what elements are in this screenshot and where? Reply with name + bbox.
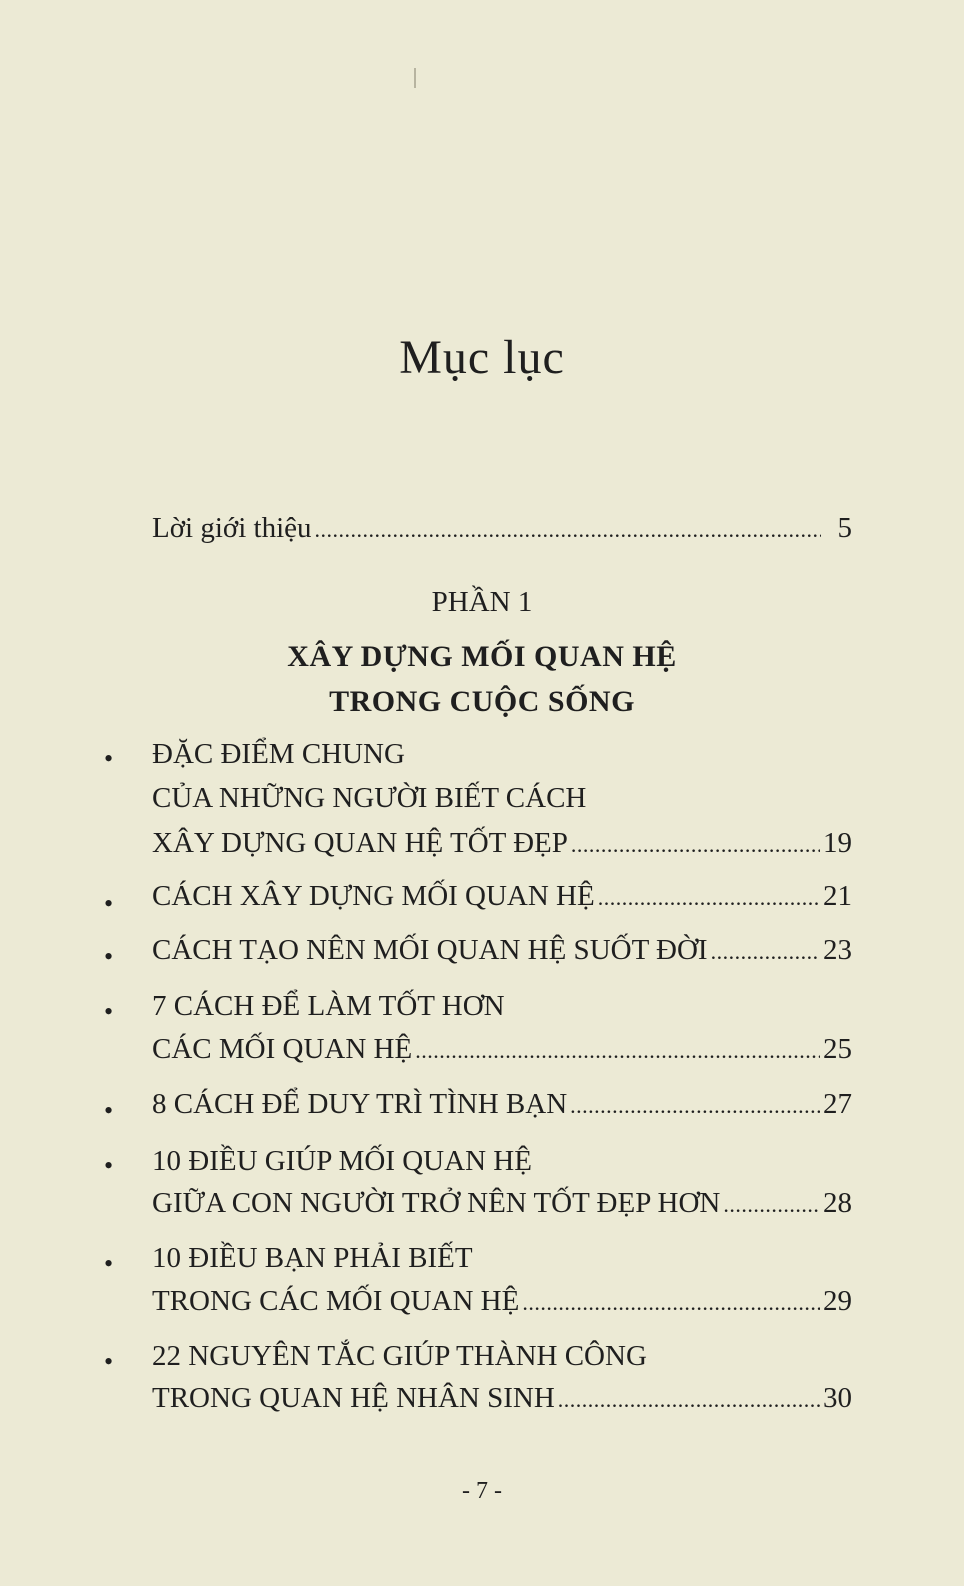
toc-intro-label: Lời giới thiệu [152,512,312,544]
leader-dots [723,1189,820,1218]
leader-dots [558,1384,820,1413]
toc-intro-page: 5 [837,512,852,544]
part-title-line1: XÂY DỰNG MỐI QUAN HỆ [287,640,677,673]
toc-entry-1-line3: XÂY DỰNG QUAN HỆ TỐT ĐẸP [152,827,568,859]
toc-entry-8-line2: TRONG QUAN HỆ NHÂN SINH [152,1382,555,1414]
leader-dots [315,514,821,543]
bullet-icon: • [104,1151,114,1180]
toc-entry-3-line1: CÁCH TẠO NÊN MỐI QUAN HỆ SUỐT ĐỜI [152,934,708,966]
toc-entry-1-line1: ĐẶC ĐIỂM CHUNG [152,738,405,770]
toc-entry-8-line1: 22 NGUYÊN TẮC GIÚP THÀNH CÔNG [152,1340,647,1372]
toc-entry-3-row [152,936,852,965]
toc-entry-8-row [152,1384,852,1413]
toc-entry-5-page: 27 [823,1088,852,1120]
bullet-icon: • [104,744,114,773]
leader-dots [415,1035,820,1064]
toc-entry-8-page: 30 [823,1382,852,1414]
toc-entry-3-page: 23 [823,934,852,966]
toc-entry-5-row [152,1090,852,1119]
toc-entry-2-page: 21 [823,880,852,912]
toc-intro-row [152,514,852,543]
bullet-icon: • [104,997,114,1026]
toc-entry-6-page: 28 [823,1187,852,1219]
leader-dots [522,1287,820,1316]
part-title-line2: TRONG CUỘC SỐNG [329,685,635,718]
leader-dots [598,882,820,911]
toc-entry-2-line1: CÁCH XÂY DỰNG MỐI QUAN HỆ [152,880,595,912]
part-label: PHẦN 1 [431,586,533,618]
toc-entry-4-line2: CÁC MỐI QUAN HỆ [152,1033,413,1065]
toc-entry-7-page: 29 [823,1285,852,1317]
leader-dots [571,829,820,858]
bullet-icon: • [104,1249,114,1278]
toc-entry-6-line1: 10 ĐIỀU GIÚP MỐI QUAN HỆ [152,1145,532,1177]
toc-entry-1-page: 19 [823,827,852,859]
toc-entry-7-row [152,1287,852,1316]
toc-entry-6-line2: GIỮA CON NGƯỜI TRỞ NÊN TỐT ĐẸP HƠN [152,1187,721,1219]
page-title: Mục lục [399,331,565,384]
bullet-icon: • [104,889,114,918]
bullet-icon: • [104,942,114,971]
toc-entry-7-line1: 10 ĐIỀU BẠN PHẢI BIẾT [152,1242,473,1274]
bullet-icon: • [104,1096,114,1125]
toc-entry-2-row [152,882,852,911]
toc-entry-5-line1: 8 CÁCH ĐỂ DUY TRÌ TÌNH BẠN [152,1088,568,1120]
toc-entry-1-row [152,829,852,858]
toc-entry-6-row [152,1189,852,1218]
toc-entry-7-line2: TRONG CÁC MỐI QUAN HỆ [152,1285,520,1317]
page-number-footer: - 7 - [462,1478,502,1504]
leader-dots [570,1090,820,1119]
leader-dots [711,936,820,965]
toc-entry-4-row [152,1035,852,1064]
toc-entry-4-page: 25 [823,1033,852,1065]
page-mark [414,68,416,88]
toc-entry-1-line2: CỦA NHỮNG NGƯỜI BIẾT CÁCH [152,782,587,814]
toc-entry-4-line1: 7 CÁCH ĐỂ LÀM TỐT HƠN [152,990,505,1022]
bullet-icon: • [104,1347,114,1376]
